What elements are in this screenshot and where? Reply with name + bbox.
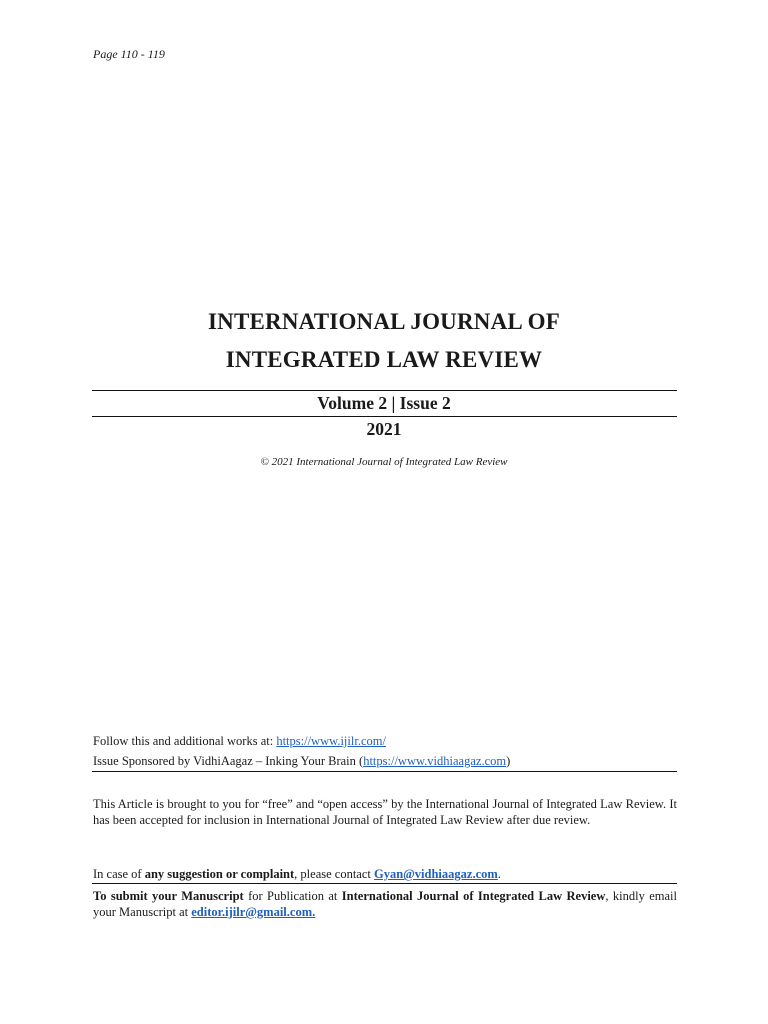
follow-text: Follow this and additional works at: <box>93 734 277 748</box>
journal-title-line-2: INTEGRATED LAW REVIEW <box>225 347 543 372</box>
sponsor-website-link[interactable]: https://www.vidhiaagaz.com <box>363 754 507 768</box>
contact-email: Gyan@vidhiaagaz.com <box>374 867 498 881</box>
divider-top <box>92 390 677 391</box>
journal-title-line-1: INTERNATIONAL JOURNAL OF <box>208 309 560 334</box>
submit-bold-2: International Journal of Integrated Law Review <box>341 889 606 903</box>
suggest-text-2: , please contact <box>294 867 374 881</box>
journal-website-link[interactable]: https://www.ijilr.com/ <box>276 734 386 748</box>
suggest-period: . <box>497 867 501 881</box>
submit-bold-1: To submit your Manuscript <box>93 889 244 903</box>
divider-middle <box>92 416 677 417</box>
submit-text-1: for Publication at <box>243 889 342 903</box>
publication-year: 2021 <box>366 419 402 439</box>
suggest-bold: any suggestion or complaint <box>144 867 295 881</box>
follow-line <box>93 733 677 749</box>
sponsor-text: Issue Sponsored by VidhiAagaz – Inking Your Brain ( <box>93 754 364 768</box>
volume-issue: Volume 2 | Issue 2 <box>317 393 451 413</box>
page-range: Page 110 - 119 <box>93 47 165 61</box>
suggestion-line <box>93 866 677 882</box>
submission-email-link[interactable] <box>191 905 315 919</box>
open-access-statement: This Article is brought to you for “free” and “open access” by the International Journal of Integrated Law Review. It has been accepted for inclusion in International Journal of Integrated Law Review after due review. <box>93 797 677 827</box>
sponsor-line <box>93 753 677 769</box>
submission-email: editor.ijilr@gmail.com. <box>191 905 316 919</box>
sponsor-close-paren: ) <box>506 754 511 768</box>
contact-email-link[interactable] <box>374 867 498 881</box>
divider-footer-2 <box>92 883 677 884</box>
submit-text-2: , kindly email your Manuscript at <box>93 889 678 919</box>
submission-line <box>93 888 677 920</box>
divider-footer-1 <box>92 771 677 772</box>
suggest-text-1: In case of <box>93 867 145 881</box>
copyright-notice: © 2021 International Journal of Integrated Law Review <box>260 456 508 468</box>
